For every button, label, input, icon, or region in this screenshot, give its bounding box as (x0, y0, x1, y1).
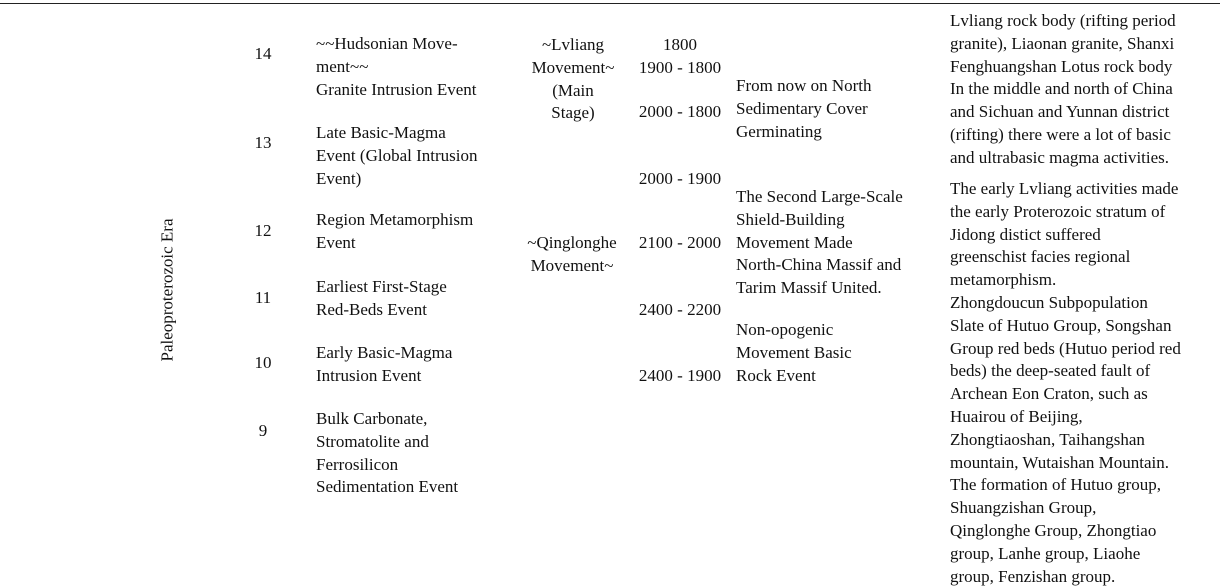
event-number: 13 (254, 133, 272, 152)
event-number: 14 (254, 44, 272, 63)
movement-name: ~Lvliang Movement~ (Main Stage) (531, 35, 615, 123)
event-number: 9 (258, 421, 268, 440)
remarks: Lvliang rock body (rifting period granite), Liaonan granite, Shanxi Fenghuangshan Lotus rock body In the middle and north of China and Sichuan and Yunnan district (rifting) there were a lot of basic and ultrabasic magma activities. (950, 11, 1176, 167)
event-description: Earliest First-Stage Red-Beds Event (316, 277, 447, 319)
age-range: 2000 - 1800 (638, 102, 722, 121)
age-range: 2400 - 2200 (638, 300, 722, 319)
event-meaning: Non-opogenic Movement Basic Rock Event (736, 320, 852, 385)
remarks: The early Lvliang activities made the early Proterozoic stratum of Jidong distict suffered greenschist facies regional metamorphism. Zhongdoucun Subpopulation Slate of Hutuo Group, Songshan Group red beds (Hutuo period red beds) the deep-seated fault of Archean Eon Craton, such as Huairou of Beijing, Zhongtiaoshan, Taihangshan mountain, Wutaishan Mountain. The formation of Hutuo group, Shuangzishan Group, Qinglonghe Group, Zhongtiao group, Lanhe group, Liaohe group, Fenzishan group. (950, 179, 1181, 586)
event-description: Bulk Carbonate, Stromatolite and Ferrosilicon Sedimentation Event (316, 409, 459, 497)
event-meaning: From now on North Sedimentary Cover Germinating (736, 76, 872, 141)
era-label: Paleoproterozoic Era (157, 218, 177, 362)
event-number: 10 (254, 353, 272, 372)
event-meaning: The Second Large-Scale Shield-Building Movement Made North-China Massif and Tarim Massif United. (736, 187, 903, 298)
event-number: 12 (254, 221, 272, 240)
event-number: 11 (254, 288, 272, 307)
event-description: Region Metamorphism Event (316, 210, 474, 252)
event-description: ~~Hudsonian Move- ment~~ Granite Intrusion Event (316, 34, 477, 99)
age-range: 1900 - 1800 (638, 58, 722, 77)
movement-name: ~Qinglonghe Movement~ (527, 233, 617, 275)
age-range: 2100 - 2000 (638, 233, 722, 252)
age-range: 2400 - 1900 (638, 366, 722, 385)
age-range: 2000 - 1900 (638, 169, 722, 188)
age-range: 1800 (663, 35, 697, 54)
table-top-rule (0, 3, 1220, 4)
event-description: Late Basic-Magma Event (Global Intrusion Event) (316, 123, 478, 188)
event-description: Early Basic-Magma Intrusion Event (316, 343, 453, 385)
